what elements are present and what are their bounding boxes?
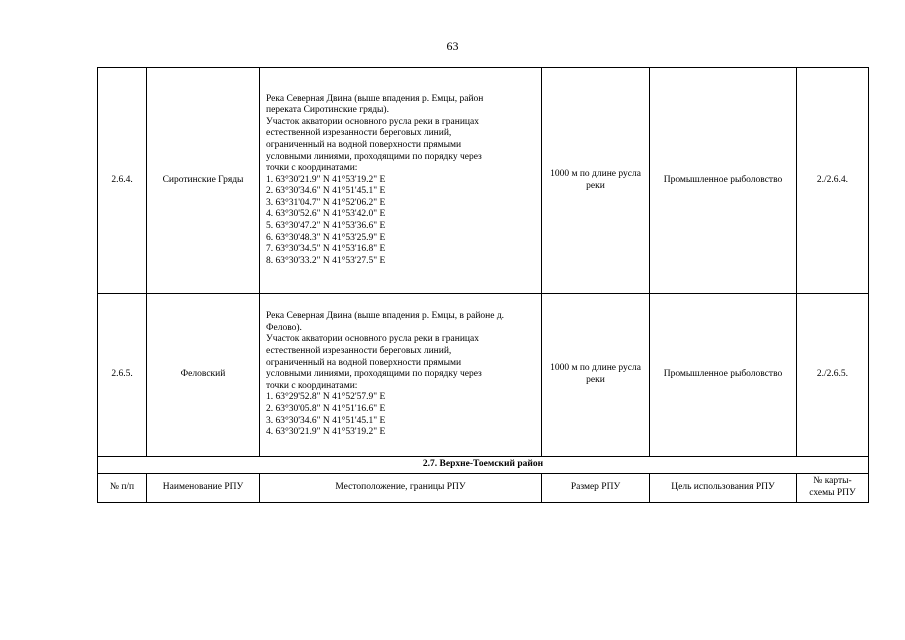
- table-row: [98, 68, 869, 294]
- location-line: ограниченный на водной поверхности прямыми: [266, 139, 462, 150]
- location-cell: [260, 294, 542, 457]
- location-line: переката Сиротинские гряды).: [266, 105, 389, 116]
- location-line: Река Северная Двина (выше впадения р. Емцы, район: [266, 93, 484, 104]
- location-line: точки с координатами:: [266, 163, 358, 174]
- coordinate-line: 3. 63°30'34.6" N 41°51'45.1" E: [266, 415, 386, 426]
- header-location: Местоположение, границы РПУ: [260, 474, 542, 503]
- location-cell: [260, 68, 542, 294]
- coordinate-line: 1. 63°30'21.9" N 41°53'19.2" E: [266, 174, 386, 185]
- rpu-name-cell: Сиротинские Гряды: [147, 68, 260, 294]
- map-number-cell: 2./2.6.4.: [797, 68, 869, 294]
- coordinate-line: 8. 63°30'33.2" N 41°53'27.5" E: [266, 255, 386, 266]
- row-number-cell: 2.6.4.: [98, 68, 147, 294]
- header-size: Размер РПУ: [542, 474, 650, 503]
- location-line: Участок акватории основного русла реки в границах: [266, 334, 479, 345]
- size-cell: 1000 м по длине русла реки: [542, 68, 650, 294]
- location-line: условными линиями, проходящими по порядку через: [266, 151, 482, 162]
- location-line: Участок акватории основного русла реки в границах: [266, 116, 479, 127]
- coordinate-line: 4. 63°30'52.6" N 41°53'42.0" E: [266, 209, 386, 220]
- coordinate-line: 7. 63°30'34.5" N 41°53'16.8" E: [266, 244, 386, 255]
- coordinate-line: 1. 63°29'52.8" N 41°52'57.9" E: [266, 392, 386, 403]
- purpose-cell: Промышленное рыболовство: [650, 68, 797, 294]
- map-number-cell: 2./2.6.5.: [797, 294, 869, 457]
- section-row: [98, 457, 869, 474]
- coordinate-line: 2. 63°30'34.6" N 41°51'45.1" E: [266, 186, 386, 197]
- location-line: условными линиями, проходящими по порядку через: [266, 369, 482, 380]
- location-line: естественной изрезанности береговых линий,: [266, 128, 452, 139]
- header-map: № карты-схемы РПУ: [797, 474, 869, 503]
- coordinate-line: 2. 63°30'05.8" N 41°51'16.6" E: [266, 403, 386, 414]
- header-purpose: Цель использования РПУ: [650, 474, 797, 503]
- coordinate-line: 6. 63°30'48.3" N 41°53'25.9" E: [266, 232, 386, 243]
- table-row: [98, 294, 869, 457]
- size-cell: 1000 м по длине русла реки: [542, 294, 650, 457]
- location-line: точки с координатами:: [266, 380, 358, 391]
- location-line: ограниченный на водной поверхности прямыми: [266, 357, 462, 368]
- coordinate-line: 5. 63°30'47.2" N 41°53'36.6" E: [266, 221, 386, 232]
- purpose-cell: Промышленное рыболовство: [650, 294, 797, 457]
- location-line: Река Северная Двина (выше впадения р. Емцы, в районе д.: [266, 311, 505, 322]
- coordinate-line: 3. 63°31'04.7" N 41°52'06.2" E: [266, 197, 386, 208]
- row-number-cell: 2.6.5.: [98, 294, 147, 457]
- rpu-name-cell: Феловский: [147, 294, 260, 457]
- header-name: Наименование РПУ: [147, 474, 260, 503]
- section-title: 2.7. Верхне-Тоемский район: [98, 457, 869, 474]
- page-number: 63: [446, 39, 459, 53]
- coordinate-line: 4. 63°30'21.9" N 41°53'19.2" E: [266, 427, 386, 438]
- location-line: естественной изрезанности береговых линий,: [266, 346, 452, 357]
- rpu-table: [97, 67, 869, 503]
- header-row: [98, 474, 869, 503]
- location-line: Фелово).: [266, 322, 302, 333]
- header-num: № п/п: [98, 474, 147, 503]
